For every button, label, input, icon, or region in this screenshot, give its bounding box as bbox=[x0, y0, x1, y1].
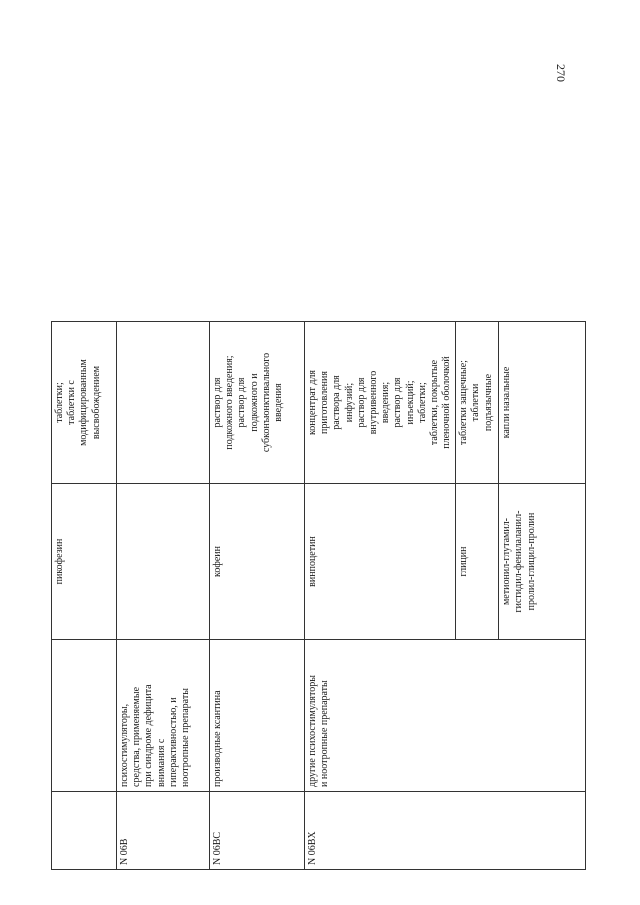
dosage-form-line: пленочной оболочкой bbox=[441, 356, 453, 449]
group-name-line: другие психостимуляторы bbox=[307, 675, 318, 787]
dosage-form-cell bbox=[456, 322, 499, 484]
dosage-form-line: инъекций; bbox=[404, 380, 416, 425]
dosage-form-line: подкожного и bbox=[248, 373, 260, 432]
dosage-form-line: раствор для bbox=[236, 377, 248, 428]
substance-cell: кофеин bbox=[210, 484, 305, 640]
dosage-form-line: введения; bbox=[380, 381, 392, 424]
dosage-form-line: таблетки bbox=[470, 383, 482, 422]
dosage-form-line: таблетки защечные; bbox=[458, 360, 470, 445]
dosage-form-line: высвобождением bbox=[90, 365, 102, 440]
group-name-cell bbox=[117, 640, 210, 792]
group-name-cell bbox=[52, 640, 117, 792]
substance-cell bbox=[499, 484, 586, 640]
substance-line: гистидил-фенилаланил- bbox=[513, 510, 525, 613]
table-row bbox=[52, 322, 117, 870]
group-name-cell bbox=[305, 640, 586, 792]
substance-line: метионил-глутамил- bbox=[501, 517, 513, 606]
atc-code-cell: N 06BX bbox=[305, 792, 586, 870]
group-name-line: и ноотропные препараты bbox=[319, 680, 331, 787]
atc-code-cell: N 06B bbox=[117, 792, 210, 870]
dosage-form-cell bbox=[210, 322, 305, 484]
dosage-form-line: инфузий; bbox=[343, 382, 355, 423]
table-row bbox=[210, 322, 305, 870]
dosage-form-cell bbox=[305, 322, 456, 484]
dosage-form-line: концентрат для bbox=[307, 369, 318, 436]
dosage-form-line: таблетки, покрытые bbox=[428, 359, 440, 446]
group-name-line: ноотропные препараты bbox=[179, 688, 191, 787]
dosage-form-line: приготовления bbox=[319, 371, 331, 434]
group-name-line: средства, применяемые bbox=[131, 686, 143, 787]
group-name-line: психостимуляторы, bbox=[119, 703, 130, 787]
group-name-line: при синдроме дефицита bbox=[143, 684, 155, 787]
dosage-form-cell: капли назальные bbox=[499, 322, 586, 484]
table-row bbox=[305, 322, 456, 870]
dosage-form-cell bbox=[117, 322, 210, 484]
dosage-form-line: раствор для bbox=[392, 377, 404, 428]
dosage-form-cell bbox=[52, 322, 117, 484]
medicine-classification-table bbox=[51, 321, 586, 870]
table-row bbox=[117, 322, 210, 870]
dosage-form-line: раствора для bbox=[331, 375, 343, 430]
dosage-form-line: таблетки; bbox=[54, 382, 65, 423]
substance-cell: винпоцетин bbox=[305, 484, 456, 640]
group-name-cell: производные ксантина bbox=[210, 640, 305, 792]
atc-code-cell bbox=[52, 792, 117, 870]
dosage-form-line: введения bbox=[272, 383, 284, 422]
group-name-line: внимания с bbox=[155, 738, 167, 787]
dosage-form-line: таблетки с bbox=[66, 380, 78, 425]
page-number: 270 bbox=[554, 64, 568, 82]
dosage-form-line: раствор для bbox=[355, 377, 367, 428]
substance-cell: глицин bbox=[456, 484, 499, 640]
dosage-form-line: подкожного введения; bbox=[224, 355, 236, 450]
dosage-form-line: модифицированным bbox=[78, 359, 90, 446]
dosage-form-line: внутривенного bbox=[367, 370, 379, 435]
dosage-form-line: субконъюнктивального bbox=[260, 352, 272, 453]
atc-code-cell: N 06BC bbox=[210, 792, 305, 870]
dosage-form-line: раствор для bbox=[212, 377, 223, 428]
substance-cell bbox=[117, 484, 210, 640]
substance-cell: пикофезин bbox=[52, 484, 117, 640]
group-name-line: гиперактивностью, и bbox=[167, 697, 179, 787]
dosage-form-line: подъязычные bbox=[482, 373, 494, 432]
dosage-form-line: таблетки; bbox=[416, 382, 428, 423]
substance-line: пролил-глицил-пролин bbox=[525, 512, 537, 611]
